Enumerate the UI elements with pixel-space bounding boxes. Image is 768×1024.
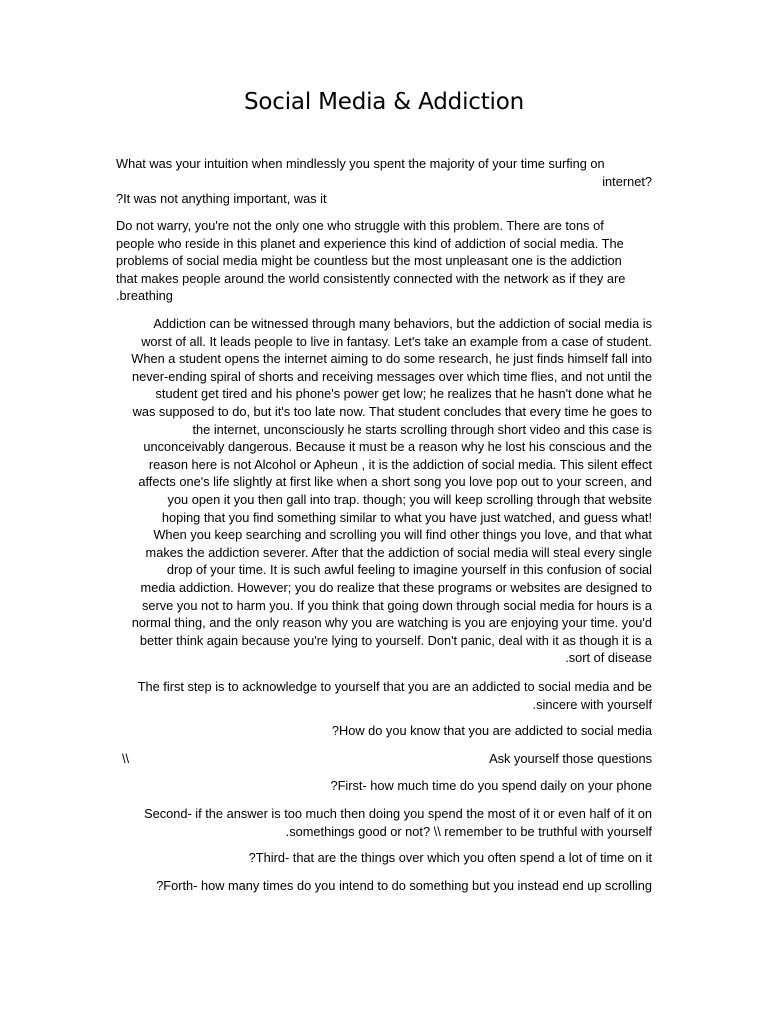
text-line: reason here is not Alcohol or Apheun , it is the addiction of social media. This silent effect	[148, 456, 652, 472]
text-line: When you keep searching and scrolling you will find other things you love, and that what	[153, 527, 652, 543]
ask-line	[122, 750, 652, 768]
text-line: better think again because you're lying to yourself. Don't panic, deal with it as though it is a	[139, 632, 652, 648]
text-line: worst of all. It leads people to live in fantasy. Let's take an example from a case of student.	[141, 333, 652, 349]
ask-text: Ask yourself those questions	[489, 751, 652, 766]
text-line: you open it you then gall into trap. though; you will keep scrolling through that website	[167, 491, 652, 507]
text-line: .sort of disease	[565, 650, 652, 666]
text-line: The first step is to acknowledge to yourself that you are an addicted to social media and be	[137, 679, 652, 694]
question-first	[116, 777, 652, 795]
text-line: Second- if the answer is too much then doing you spend the most of it or even half of it on	[144, 806, 652, 821]
intro-paragraph	[116, 155, 652, 190]
text-line: When a student opens the internet aiming to do some research, he just finds himself fall into	[131, 351, 652, 367]
text-line: ?Forth- how many times do you intend to do something but you instead end up scrolling	[156, 878, 652, 893]
text-line: normal thing, and the only reason why you are watching is you are enjoying your time. you'd	[131, 615, 652, 631]
text-line: student get tired and his phone's power get low; he realizes that he hasn't done what he	[155, 386, 652, 402]
ask-marker: \\	[122, 751, 130, 766]
text-line: people who reside in this planet and experience this kind of addiction of social media. The	[116, 235, 624, 251]
text-line: Do not warry, you're not the only one who struggle with this problem. There are tons of	[116, 218, 604, 233]
paragraph-3	[116, 678, 652, 713]
text-line: drop of your time. It is such awful feeling to imagine yourself in this confusion of social	[166, 562, 652, 578]
question-third	[116, 849, 652, 867]
paragraph-1	[116, 217, 652, 305]
text-line: never-ending spiral of shorts and receiving messages over which time flies, and not until the	[132, 368, 652, 384]
text-line: media addiction. However; you do realize that these programs or websites are designed to	[140, 579, 652, 595]
text-line: ?It was not anything important, was it	[116, 191, 327, 206]
text-line: problems of social media might be countless but the most unpleasant one is the addiction	[116, 253, 622, 269]
text-line: makes the addiction severer. After that the addiction of social media will steal every single	[145, 544, 652, 560]
question-forth	[116, 877, 652, 895]
document-title: Social Media & Addiction	[244, 89, 524, 115]
text-line: Addiction can be witnessed through many behaviors, but the addiction of social media is	[153, 316, 652, 331]
text-line: unconceivably dangerous. Because it must be a reason why he lost his conscious and the	[143, 439, 652, 455]
text-line: ?How do you know that you are addicted to social media	[331, 723, 652, 738]
text-line: .sincere with yourself	[532, 696, 652, 712]
text-line: internet?	[602, 173, 652, 189]
text-line: that makes people around the world consistently connected with the network as if they are	[116, 270, 626, 286]
text-line: .breathing	[116, 288, 173, 304]
intro-question	[116, 190, 652, 208]
text-line: ?Third- that are the things over which you often spend a lot of time on it	[248, 850, 652, 865]
text-line: was supposed to do, but it's too late now. That student concludes that every time he goes to	[132, 403, 652, 419]
text-line: ?First- how much time do you spend daily on your phone	[330, 778, 652, 793]
text-line: affects one's life slightly at first like when a short song you love pop out to your screen, and	[138, 474, 652, 490]
question-how	[116, 722, 652, 740]
text-line: hoping that you find something similar to what you have just watched, and guess what!	[161, 509, 652, 525]
text-line: the internet, unconsciously he starts scrolling through short video and this case is	[192, 421, 652, 437]
text-line: serve you not to harm you. If you think that going down through social media for hours is a	[141, 597, 652, 613]
question-second	[116, 805, 652, 840]
paragraph-2	[116, 315, 652, 667]
text-line: .somethings good or not? \\ remember to be truthful with yourself	[285, 823, 652, 839]
text-line: What was your intuition when mindlessly you spent the majority of your time surfing on	[116, 156, 605, 171]
